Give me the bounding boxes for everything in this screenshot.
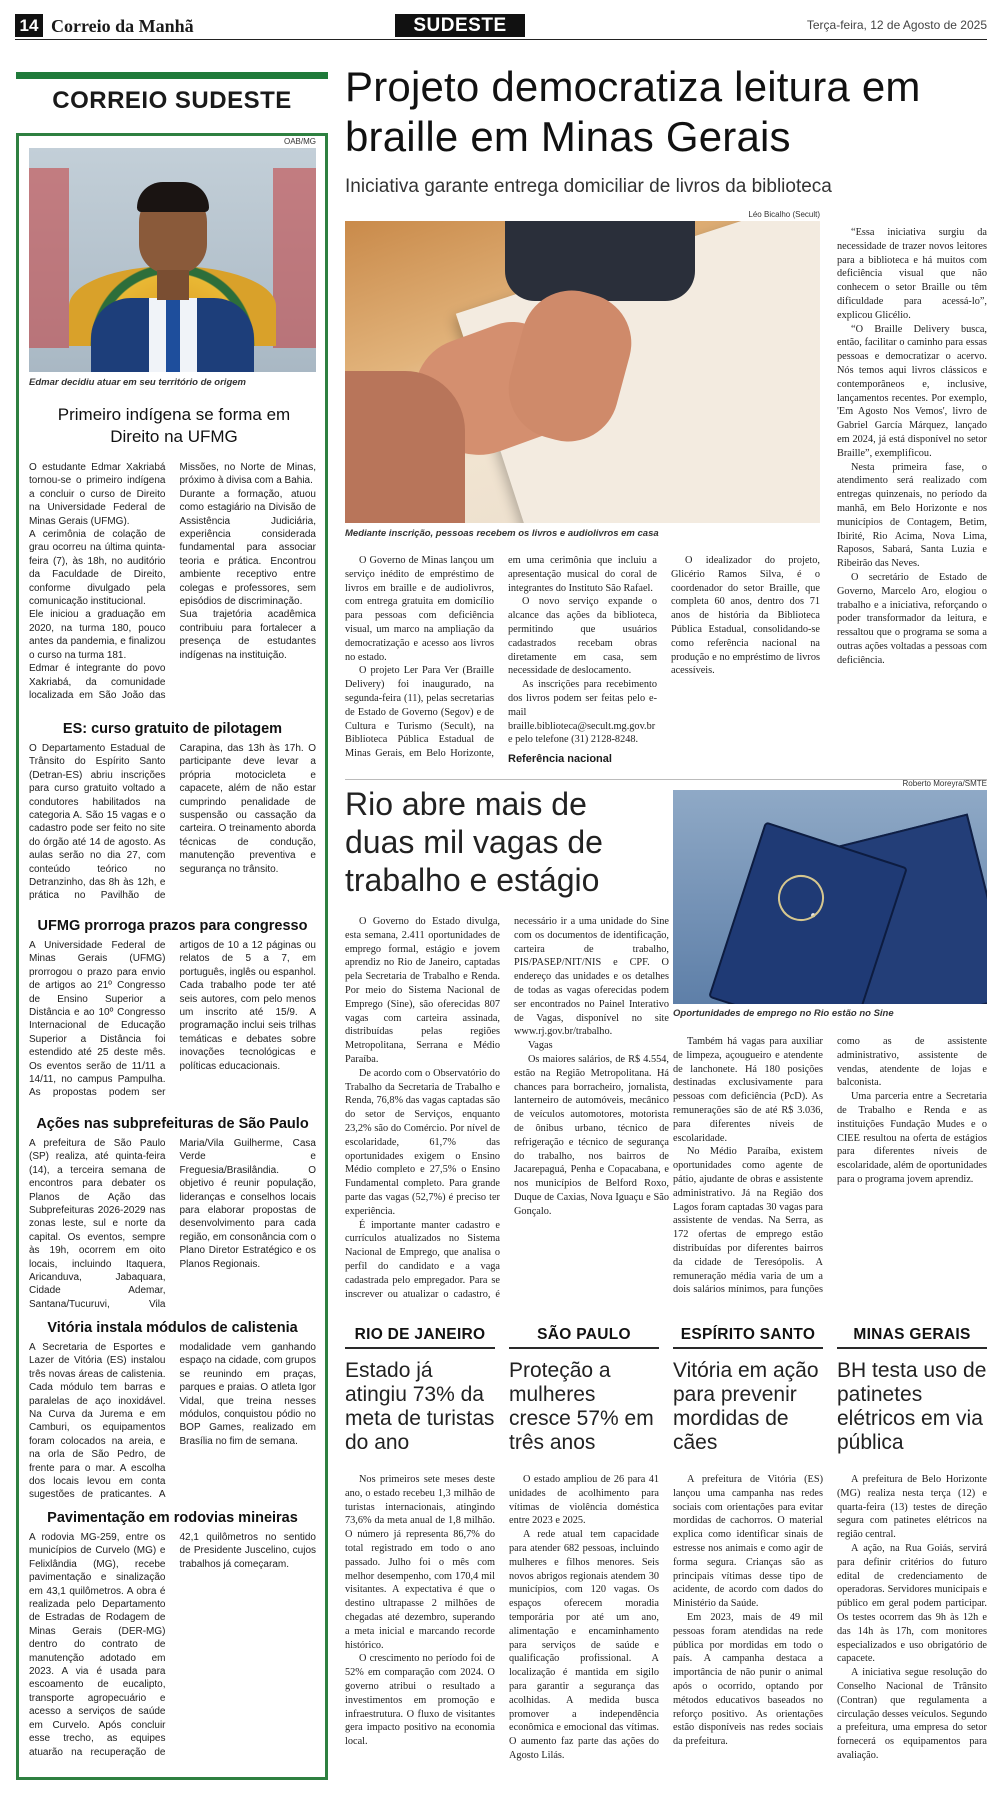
newspaper-name: Correio da Manhã	[51, 16, 194, 36]
story-body: A Secretaria de Esportes e Lazer de Vitória (ES) instalou três novas áreas de calistenia. Cada módulo tem barras e paralelas de aço inoxidável. Na Curva da Jurema e em Camburi, os equipamentos foram colocados na areia, e na orla de São Pedro, de frente para o mar. A escolha dos locais levou em conta sugestões de praticantes. A modalidade vem ganhando espaço na cidade, com grupos se reunindo em praças, parques e praias. O atleta Igor Vidal, que treina nesses módulos, conquistou pódio no BOP Games, realizado em Brasília no fim de semana.	[29, 1342, 316, 1501]
graduate-photo	[29, 148, 316, 372]
page-number: 14	[15, 14, 43, 37]
sidebar-top-rule	[16, 72, 328, 79]
photo-credit: OAB/MG	[283, 137, 316, 146]
story-body: O Departamento Estadual de Trânsito do Espírito Santo (Detran-ES) abriu inscrições para curso gratuito voltado a condutores habilitados na categoria A. São 15 vagas e o cadastro pode ser feito no site do órgão até 14 de agosto. As aulas serão no dia 27, com conteúdo teórico no Detranzinho, das 8h às 12h, e prática no Pavilhão de Carapina, das 13h às 17h. O participante deve levar a própria motocicleta e capacete, além de não estar cumprindo penalidade de suspensão ou cassação da carteira. O treinamento aborda técnicas de condução, manutenção preventiva e segurança no trânsito.	[29, 743, 316, 902]
section-label: SUDESTE	[395, 14, 525, 37]
story-body: A prefeitura de São Paulo (SP) realiza, até quinta-feira (14), a terceira semana de encontros para debater os Planos de Ação das Subprefeituras 2026-2029 nas zonas leste, sul e norte da capital. Os eventos, sempre às 19h, ocorrem em oito locais, incluindo Itaquera, Aricanduva, Jabaquara, Cidade Ademar, Santana/Tucuruvi, Vila Maria/Vila Guilherme, Casa Verde e Freguesia/Brasilândia. O objetivo é reunir população, lideranças e conselhos locais para elaborar propostas de desenvolvimento para cada região, em consonância com o Plano Diretor Estratégico e os Planos Regionais.	[29, 1138, 316, 1310]
photo-caption: Edmar decidiu atuar em seu território de origem	[29, 377, 246, 388]
sidebar-title: CORREIO SUDESTE	[52, 87, 292, 114]
region-headline: BH testa uso de patinetes elétricos em via pública	[837, 1359, 987, 1454]
region-brief-2	[673, 1326, 823, 1781]
main-photo-credit: Léo Bicalho (Secult)	[748, 210, 820, 219]
region-label: SÃO PAULO	[509, 1326, 659, 1349]
story-title: Primeiro indígena se forma em Direito na UFMG	[57, 405, 291, 446]
main-headline: Projeto democratiza leitura em braille em Minas Gerais	[345, 63, 921, 160]
issue-date: Terça-feira, 12 de Agosto de 2025	[806, 18, 987, 32]
story-title: Pavimentação em rodovias mineiras	[47, 1510, 298, 1526]
region-headline: Estado já atingiu 73% da meta de turistas do ano	[345, 1359, 495, 1454]
story-title: Vitória instala módulos de calistenia	[47, 1320, 298, 1336]
story-body: A rodovia MG-259, entre os municípios de Curvelo (MG) e Felixlândia (MG), recebe pavimentação e sinalização em 43,1 quilômetros. A obra é realizada pelo Departamento de Estradas de Rodagem de Minas Gerais (DER-MG) dentro do contrato de manutenção adotado em 2023. A via é usada para escoamento de eucalipto, transporte agropecuário e acesso a serviços de saúde em Curvelo. Após concluir esse trecho, as equipes atuarão na recuperação de 42,1 quilômetros no sentido de Presidente Juscelino, cujos trabalhos já começaram.	[29, 1532, 316, 1758]
main-article-body-right: “Essa iniciativa surgiu da necessidade de trazer novos leitores para a biblioteca e há muitos com deficiência visual que não conhecem o setor Braille ou têm dificuldade para acessá-lo”, explicou Glicélio. “O Braille Delivery busca, então, facilitar o caminho para essas pessoas e democratizar o acervo. Nós temos aqui livros clássicos e contemporâneos e, inclusive, lançamentos recentes. Por exemplo, 'Em Agosto Nos Vemos', livro de Gabriel García Márquez, lançado em 2024, já está disponível no setor Braille”, exemplificou. Nesta primeira fase, o atendimento será realizado com entregas quinzenais, no período da manhã, em Belo Horizonte e nos municípios de Contagem, Betim, Ibirité, Rio Acima, Nova Lima, Raposos, Sabará, Santa Luzia e Ribeirão das Neves. O secretário de Estado de Governo, Marcelo Aro, elogiou o trabalho e a iniciativa, reforçando o poder transformador da leitura, e ressaltou que o programa se soma a outras ações voltadas a pessoas com deficiência.	[837, 227, 987, 666]
region-body: A prefeitura de Vitória (ES) lançou uma campanha nas redes sociais com orientações para evitar mordidas de cachorros. O material explica como identificar sinais de estresse nos animais e como agir de forma segura. Crianças são as principais vítimas desse tipo de acidente, de acordo com dados do Ministério da Saúde. Em 2023, mais de 49 mil pessoas foram atendidas na rede pública por mordidas em todo o país. A campanha destaca a importância de não punir o animal após o ocorrido, optando por métodos educativos baseados no reforço positivo. As orientações estão disponíveis nas redes sociais da prefeitura.	[673, 1474, 823, 1748]
region-brief-3	[837, 1326, 987, 1781]
braille-photo	[345, 221, 820, 523]
page-header	[15, 14, 987, 40]
story-title: UFMG prorroga prazos para congresso	[37, 918, 308, 934]
main-deck: Iniciativa garante entrega domiciliar de livros da biblioteca	[345, 176, 832, 197]
story-title: ES: curso gratuito de pilotagem	[62, 721, 283, 737]
region-label: RIO DE JANEIRO	[345, 1326, 495, 1349]
story-body: O estudante Edmar Xakriabá tornou-se o primeiro indígena a concluir o curso de Direito na Universidade Federal de Minas Gerais (UFMG). A cerimônia de colação de grau ocorreu na última quinta-feira (7), às 18h, no auditório da Faculdade de Direito, conforme divulgado pela comunicação institucional. Ele iniciou a graduação em 2020, na turma 180, pouco antes da pandemia, e finalizou o curso na turma 181. Edmar é integrante do povo Xakriabá, da comunidade localizada em São João das Missões, no Norte de Minas, próximo à divisa com a Bahia. Durante a formação, atuou como estagiário na Divisão de Assistência Judiciária, experiência considerada fundamental para associar teoria e prática. Encontrou ambiente receptivo entre colegas e professores, sem episódios de discriminação. Sua trajetória acadêmica contribuiu para fortalecer a presença de estudantes indígenas na instituição.	[29, 462, 316, 701]
main-photo-caption: Mediante inscrição, pessoas recebem os livros e audiolivros em casa	[345, 528, 659, 539]
region-body: A prefeitura de Belo Horizonte (MG) realiza nesta terça (12) e quarta-feira (13) testes de direção segura com patinetes elétricos na região central. A ação, na Rua Goiás, servirá para definir critérios do futuro edital de credenciamento de operadoras. Servidores municipais e público em geral podem participar. Os testes ocorrem das 9h às 12h e das 14h às 17h, com monitores especializados e uso obrigatório de capacete. A iniciativa segue resolução do Conselho Nacional de Trânsito (Contran) que regulamenta a circulação desses veículos. Segundo a prefeitura, uma empresa do setor fornecerá os equipamentos para avaliação.	[837, 1474, 987, 1761]
sidebar-box	[16, 133, 328, 1780]
region-headline: Vitória em ação para prevenir mordidas de cães	[673, 1359, 819, 1454]
main-article-body: O Governo de Minas lançou um serviço inédito de empréstimo de livros em braille e de audiolivros, com entrega gratuita em domicílio para pessoas com deficiência visual, um marco na ampliação da democratização e acesso aos livros no estado. O projeto Ler Para Ver (Braille Delivery) foi inaugurado, na segunda-feira (11), pelas secretarias de Estado de Governo (Segov) e de Cultura e Turismo (Secult), na Biblioteca Pública Estadual de Minas Gerais, em Belo Horizonte, em uma cerimônia que incluiu a apresentação musical do coral de integrantes do Instituto São Rafael. O novo serviço expande o alcance das ações da biblioteca, permitindo que usuários cadastrados recebam obras diretamente em casa, sem necessidade de deslocamento. As inscrições para recebimento dos livros podem ser feitas pelo e-mail braille.biblioteca@secult.mg.gov.br e pelo telefone (31) 2128-8248. Referência nacional O idealizador do projeto, Glicério Ramos Silva, é o coordenador do setor Braille, que completa 60 anos, dentro dos 71 anos de história da Biblioteca Pública Estadual, consolidando-se como referência nacional na produção e no empréstimo de livros acessíveis.	[345, 555, 820, 766]
region-body: O estado ampliou de 26 para 41 unidades de acolhimento para vítimas de violência doméstica entre 2023 e 2025. A rede atual tem capacidade para atender 682 pessoas, incluindo mulheres e filhos menores. Seis novos abrigos regionais atendem 30 municípios, com 120 vagas. Os espaços oferecem moradia temporária por até um ano, alimentação e encaminhamento para serviços de saúde e qualificação profissional. A localização é mantida em sigilo para garantir a segurança das acolhidas. A medida busca promover a independência econômica e emocional das vítimas. O aumento faz parte das ações do Agosto Lilás.	[509, 1474, 659, 1761]
region-brief-0	[345, 1326, 495, 1781]
region-brief-1	[509, 1326, 659, 1781]
region-headline: Proteção a mulheres cresce 57% em três anos	[509, 1359, 654, 1454]
region-label: MINAS GERAIS	[837, 1326, 987, 1349]
story-body: A Universidade Federal de Minas Gerais (UFMG) prorrogou o prazo para envio de artigos ao 21º Congresso de Ensino Superior a Distância e ao 10º Congresso Internacional de Educação Superior a Distância foi estendido até 25 deste mês. Os eventos serão de 11/11 a 14/11, no campus Pampulha. As propostas podem ser artigos de 10 a 12 páginas ou relatos de 5 a 7, em português, inglês ou espanhol. Cada trabalho pode ter até seis autores, com pelo menos um inscrito até 15/9. A programação inclui seis trilhas temáticas e debates sobre inovações tecnológicas e políticas educacionais.	[29, 940, 316, 1099]
rio-photo-caption: Oportunidades de emprego no Rio estão no Sine	[673, 1008, 894, 1019]
region-label: ESPÍRITO SANTO	[673, 1326, 823, 1349]
main-subhead: Referência nacional	[508, 753, 612, 766]
rio-headline: Rio abre mais de duas mil vagas de trabalho e estágio	[345, 786, 603, 898]
story-title: Ações nas subprefeituras de São Paulo	[36, 1116, 309, 1132]
rio-photo-credit: Roberto Moreyra/SMTE	[902, 779, 987, 788]
rio-article-body: O Governo do Estado divulga, esta semana, 2.411 oportunidades de emprego formal, estágio e jovem aprendiz no Rio de Janeiro, captadas pela Secretaria de Trabalho e Renda. Por meio do Sistema Nacional de Emprego (Sine), são oferecidas 807 vagas com carteira assinada, distribuídas pelas regiões Metropolitana, Serrana e Médio Paraíba. De acordo com o Observatório do Trabalho da Secretaria de Trabalho e Renda, 76,8% das vagas captadas são do setor de Serviços, enquanto 23,2% são do Comércio. Por nível de escolaridade, 61,7% das oportunidades exigem o Ensino Médio completo e 27,5% o Ensino Fundamental completo. Para grande parte das vagas (52,7%) é preciso ter experiência. É importante manter cadastro e currículos atualizados no Sistema Nacional de Emprego, que analisa o perfil do candidato e a vaga cadastrada pelo empregador. Para se inscrever ou atualizar o cadastro, é necessário ir a uma unidade do Sine com os documentos de identificação, carteira de trabalho, PIS/PASEP/NIT/NIS e CPF. O endereço das unidades e os detalhes de todas as vagas oferecidas podem ser encontrados no Painel Interativo de Vagas, disponível no site www.rj.gov.br/trabalho. Vagas Os maiores salários, de R$ 4.554, estão na Região Metropolitana. Há chances para borracheiro, jornalista, lanterneiro de automóveis, mecânico de veículos automotores, motorista de ônibus urbano, técnico de refrigeração e técnico de segurança do trabalho, nos bairros de Jacarepaguá, Penha e Copacabana, e nos municípios de Belford Roxo, Duque de Caxias, Nova Iguaçu e São Gonçalo.	[345, 916, 669, 1300]
region-body: Nos primeiros sete meses deste ano, o estado recebeu 1,3 milhão de turistas internacionais, atingindo 73,6% da meta anual de 1,8 milhão. O número já representa 86,7% do total registrado em todo o ano passado. Julho foi o mês com melhor desempenho, com 170,4 mil visitantes. A expectativa é que o destino ultrapasse 2 milhões de chegadas até dezembro, superando a meta inicial e marcando recorde histórico. O crescimento no período foi de 52% em comparação com 2024. O governo atribui o resultado a investimentos em promoção e infraestrutura. O fluxo de visitantes gera impacto positivo na economia local.	[345, 1474, 495, 1748]
rio-article-body-right: Também há vagas para auxiliar de limpeza, açougueiro e atendente de lanchonete. Há 180 posições destinadas exclusivamente para pessoas com deficiência (PcD). As remunerações são de até R$ 3.036, para diferentes níveis de escolaridade. No Médio Paraíba, existem oportunidades como agente de pátio, ajudante de obras e assistente administrativo. Já na Região dos Lagos foram captadas 30 vagas para assistente de vendas. Na Serra, as 172 ofertas de emprego estão distribuídas por diferentes bairros da cidade de Teresópolis. A remuneração média varia de um a dois salários mínimos, para funções como as de assistente administrativo, assistente de vendas, atendente de lojas e balconista. Uma parceria entre a Secretaria de Trabalho e Renda e as instituições Fundação Mudes e o CIEE resultou na oferta de estágios para diferentes níveis de escolaridade, além de oportunidades para o programa jovem aprendiz.	[673, 1036, 987, 1296]
work-card-photo: ●	[673, 790, 987, 1004]
